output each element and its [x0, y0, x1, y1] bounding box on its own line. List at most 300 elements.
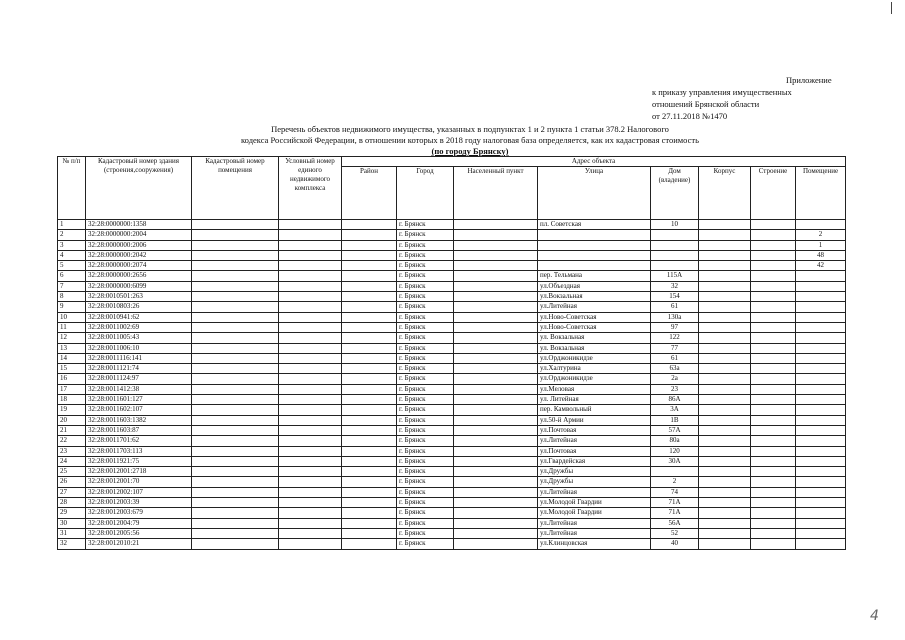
cell-structure [751, 425, 796, 435]
cell-district [342, 271, 397, 281]
cell-conditional [279, 425, 342, 435]
cell-premise-number [192, 467, 279, 477]
cell-conditional [279, 374, 342, 384]
cell-conditional [279, 302, 342, 312]
cell-num: 25 [58, 467, 86, 477]
cell-conditional [279, 230, 342, 240]
cell-settlement [454, 281, 538, 291]
cell-cadastral: 32:28:0012001:2718 [86, 467, 192, 477]
cell-house [651, 261, 699, 271]
cell-settlement [454, 446, 538, 456]
cell-room [796, 487, 846, 497]
cell-room [796, 322, 846, 332]
cell-cadastral: 32:28:0011116:141 [86, 353, 192, 363]
cell-settlement [454, 230, 538, 240]
cell-building [699, 405, 751, 415]
cell-building [699, 384, 751, 394]
cell-city: г. Брянск [397, 415, 454, 425]
table-row [58, 322, 846, 332]
cell-settlement [454, 364, 538, 374]
cell-room [796, 518, 846, 528]
cell-city: г. Брянск [397, 281, 454, 291]
cell-premise-number [192, 425, 279, 435]
cell-cadastral: 32:28:0012003:39 [86, 498, 192, 508]
cell-street: ул.Ново-Советская [538, 322, 651, 332]
cell-structure [751, 343, 796, 353]
cell-structure [751, 446, 796, 456]
cell-room [796, 302, 846, 312]
cell-num: 12 [58, 333, 86, 343]
cell-district [342, 312, 397, 322]
cell-street: ул.Литейная [538, 487, 651, 497]
cell-building [699, 271, 751, 281]
cell-house: 71А [651, 508, 699, 518]
cell-num: 30 [58, 518, 86, 528]
cell-settlement [454, 487, 538, 497]
cell-street: ул.Почтовая [538, 425, 651, 435]
table-row [58, 436, 846, 446]
cell-city: г. Брянск [397, 528, 454, 538]
cell-district [342, 292, 397, 302]
cell-district [342, 240, 397, 250]
cell-city: г. Брянск [397, 518, 454, 528]
cell-house: 30А [651, 456, 699, 466]
cell-city: г. Брянск [397, 374, 454, 384]
col-cadastral: Кадастровый номер здания (строения,сооружения) [86, 157, 192, 220]
cell-conditional [279, 220, 342, 230]
col-structure: Строение [751, 167, 796, 220]
cell-premise-number [192, 374, 279, 384]
cell-district [342, 508, 397, 518]
cell-house: 56А [651, 518, 699, 528]
cell-cadastral: 32:28:0012010:21 [86, 539, 192, 549]
cell-city: г. Брянск [397, 220, 454, 230]
cell-conditional [279, 456, 342, 466]
cell-district [342, 498, 397, 508]
col-premise-number: Кадастровый номер помещения [192, 157, 279, 220]
cell-structure [751, 518, 796, 528]
cell-settlement [454, 333, 538, 343]
cell-street: ул.Дружбы [538, 467, 651, 477]
cell-house: 2а [651, 374, 699, 384]
cell-street: ул. Вокзальная [538, 333, 651, 343]
table-row [58, 302, 846, 312]
cell-district [342, 281, 397, 291]
cell-num: 18 [58, 395, 86, 405]
cell-house [651, 467, 699, 477]
cell-settlement [454, 528, 538, 538]
cell-conditional [279, 343, 342, 353]
cell-cadastral: 32:28:0012002:107 [86, 487, 192, 497]
cell-num: 5 [58, 261, 86, 271]
table-row [58, 230, 846, 240]
cell-premise-number [192, 220, 279, 230]
cell-conditional [279, 312, 342, 322]
table-row [58, 261, 846, 271]
cell-num: 32 [58, 539, 86, 549]
cell-conditional [279, 446, 342, 456]
cell-city: г. Брянск [397, 446, 454, 456]
cell-street [538, 261, 651, 271]
cell-structure [751, 261, 796, 271]
cell-conditional [279, 539, 342, 549]
cell-premise-number [192, 353, 279, 363]
cell-district [342, 364, 397, 374]
cell-city: г. Брянск [397, 240, 454, 250]
cell-house: 77 [651, 343, 699, 353]
order-reference-line2: отношений Брянской области [652, 99, 760, 109]
cell-district [342, 425, 397, 435]
cell-house: 2 [651, 477, 699, 487]
cell-conditional [279, 405, 342, 415]
cell-building [699, 539, 751, 549]
table-row [58, 240, 846, 250]
cell-premise-number [192, 436, 279, 446]
cell-premise-number [192, 528, 279, 538]
cell-room [796, 312, 846, 322]
cell-num: 20 [58, 415, 86, 425]
cell-structure [751, 292, 796, 302]
cell-settlement [454, 353, 538, 363]
cell-structure [751, 395, 796, 405]
cell-structure [751, 528, 796, 538]
cell-city: г. Брянск [397, 467, 454, 477]
cell-room [796, 425, 846, 435]
cell-premise-number [192, 230, 279, 240]
cell-settlement [454, 415, 538, 425]
cell-structure [751, 353, 796, 363]
cell-house: 40 [651, 539, 699, 549]
cell-num: 6 [58, 271, 86, 281]
col-settlement: Населенный пункт [454, 167, 538, 220]
cell-street: ул.Гвардейская [538, 456, 651, 466]
cell-building [699, 456, 751, 466]
cell-room [796, 281, 846, 291]
table-row [58, 528, 846, 538]
cell-structure [751, 498, 796, 508]
cell-house: 71А [651, 498, 699, 508]
table-header [58, 157, 846, 220]
cell-structure [751, 477, 796, 487]
cell-house: 63а [651, 364, 699, 374]
property-table [57, 156, 846, 550]
cell-conditional [279, 508, 342, 518]
cell-premise-number [192, 312, 279, 322]
cell-cadastral: 32:28:0010501:263 [86, 292, 192, 302]
cell-house: 23 [651, 384, 699, 394]
cell-building [699, 261, 751, 271]
cell-cadastral: 32:28:0000000:2006 [86, 240, 192, 250]
cell-conditional [279, 364, 342, 374]
col-address-group: Адрес объекта [342, 157, 846, 167]
cell-num: 19 [58, 405, 86, 415]
cell-premise-number [192, 446, 279, 456]
cell-city: г. Брянск [397, 477, 454, 487]
cell-cadastral: 32:28:0012001:70 [86, 477, 192, 487]
table-row [58, 292, 846, 302]
cell-street: ул. Вокзальная [538, 343, 651, 353]
cell-premise-number [192, 240, 279, 250]
cell-premise-number [192, 539, 279, 549]
table-row [58, 250, 846, 260]
cell-district [342, 487, 397, 497]
cell-district [342, 436, 397, 446]
cell-cadastral: 32:28:0011603:1382 [86, 415, 192, 425]
cell-room [796, 343, 846, 353]
cell-cadastral: 32:28:0000000:2042 [86, 250, 192, 260]
cell-city: г. Брянск [397, 384, 454, 394]
cell-building [699, 281, 751, 291]
cell-num: 23 [58, 446, 86, 456]
cell-cadastral: 32:28:0000000:2656 [86, 271, 192, 281]
cell-district [342, 353, 397, 363]
cell-structure [751, 487, 796, 497]
cell-structure [751, 271, 796, 281]
cell-cadastral: 32:28:0011124:97 [86, 374, 192, 384]
cell-building [699, 250, 751, 260]
cell-structure [751, 220, 796, 230]
cell-structure [751, 322, 796, 332]
cell-building [699, 518, 751, 528]
cell-building [699, 333, 751, 343]
cell-building [699, 343, 751, 353]
cell-district [342, 446, 397, 456]
cell-premise-number [192, 250, 279, 260]
cell-cadastral: 32:28:0010803:26 [86, 302, 192, 312]
cell-building [699, 230, 751, 240]
cell-city: г. Брянск [397, 343, 454, 353]
cell-room [796, 436, 846, 446]
cell-city: г. Брянск [397, 395, 454, 405]
cell-city: г. Брянск [397, 261, 454, 271]
cell-structure [751, 250, 796, 260]
cell-building [699, 240, 751, 250]
cell-structure [751, 302, 796, 312]
cell-num: 4 [58, 250, 86, 260]
table-row [58, 477, 846, 487]
cell-house: 32 [651, 281, 699, 291]
cell-cadastral: 32:28:0011603:87 [86, 425, 192, 435]
cell-district [342, 230, 397, 240]
table-row [58, 446, 846, 456]
table-row [58, 271, 846, 281]
cell-house: 154 [651, 292, 699, 302]
cell-room: 48 [796, 250, 846, 260]
cell-cadastral: 32:28:0012004:79 [86, 518, 192, 528]
page-number-mark: 4 [870, 608, 879, 624]
cell-num: 10 [58, 312, 86, 322]
cell-cadastral: 32:28:0011921:75 [86, 456, 192, 466]
cell-room [796, 405, 846, 415]
table-row [58, 456, 846, 466]
cell-house: 74 [651, 487, 699, 497]
cell-structure [751, 508, 796, 518]
cell-room [796, 539, 846, 549]
cell-house: 61 [651, 353, 699, 363]
cell-settlement [454, 498, 538, 508]
cell-cadastral: 32:28:0011602:107 [86, 405, 192, 415]
cell-premise-number [192, 487, 279, 497]
cell-conditional [279, 384, 342, 394]
cell-num: 7 [58, 281, 86, 291]
cell-cadastral: 32:28:0011601:127 [86, 395, 192, 405]
cell-num: 22 [58, 436, 86, 446]
cell-house: 97 [651, 322, 699, 332]
cell-num: 29 [58, 508, 86, 518]
cell-num: 3 [58, 240, 86, 250]
cell-cadastral: 32:28:0011412:38 [86, 384, 192, 394]
cell-num: 15 [58, 364, 86, 374]
col-conditional-number: Условный номер единого недвижимого комплекса [279, 157, 342, 220]
cell-district [342, 456, 397, 466]
cell-settlement [454, 395, 538, 405]
cell-house: 115А [651, 271, 699, 281]
cell-num: 8 [58, 292, 86, 302]
cell-num: 28 [58, 498, 86, 508]
cell-settlement [454, 456, 538, 466]
cell-building [699, 528, 751, 538]
cell-room [796, 467, 846, 477]
cell-room [796, 395, 846, 405]
cell-cadastral: 32:28:0011701:62 [86, 436, 192, 446]
cell-premise-number [192, 395, 279, 405]
cell-conditional [279, 395, 342, 405]
cell-city: г. Брянск [397, 498, 454, 508]
cell-structure [751, 436, 796, 446]
cell-num: 17 [58, 384, 86, 394]
cell-conditional [279, 436, 342, 446]
cell-settlement [454, 343, 538, 353]
cell-structure [751, 364, 796, 374]
cell-building [699, 312, 751, 322]
cell-city: г. Брянск [397, 271, 454, 281]
cell-street: ул.Меловая [538, 384, 651, 394]
cell-premise-number [192, 477, 279, 487]
cell-conditional [279, 333, 342, 343]
cell-street: ул.Ново-Советская [538, 312, 651, 322]
cell-district [342, 415, 397, 425]
cell-district [342, 467, 397, 477]
cell-conditional [279, 322, 342, 332]
cell-premise-number [192, 302, 279, 312]
cell-conditional [279, 528, 342, 538]
cell-room [796, 384, 846, 394]
table-row [58, 508, 846, 518]
cell-building [699, 436, 751, 446]
cell-city: г. Брянск [397, 364, 454, 374]
cell-building [699, 353, 751, 363]
cell-street: ул.Орджоникидзе [538, 353, 651, 363]
cell-settlement [454, 425, 538, 435]
cell-room [796, 508, 846, 518]
cell-settlement [454, 322, 538, 332]
cell-building [699, 415, 751, 425]
cell-structure [751, 240, 796, 250]
cell-district [342, 528, 397, 538]
table-row [58, 343, 846, 353]
cell-num: 13 [58, 343, 86, 353]
cell-building [699, 498, 751, 508]
cell-city: г. Брянск [397, 302, 454, 312]
cell-house [651, 230, 699, 240]
document-title-line1: Перечень объектов недвижимого имущества, указанных в подпунктах 1 и 2 пункта 1 статьи 378.2 Налогового [271, 124, 669, 134]
cell-room [796, 446, 846, 456]
cell-street: пер. Камвольный [538, 405, 651, 415]
table-row [58, 415, 846, 425]
cell-cadastral: 32:28:0011005:43 [86, 333, 192, 343]
cell-district [342, 395, 397, 405]
cell-city: г. Брянск [397, 436, 454, 446]
cell-house [651, 250, 699, 260]
cell-num: 31 [58, 528, 86, 538]
cell-premise-number [192, 281, 279, 291]
col-room: Помещение [796, 167, 846, 220]
cell-house: 3А [651, 405, 699, 415]
table-row [58, 395, 846, 405]
table-row [58, 405, 846, 415]
cell-premise-number [192, 508, 279, 518]
cell-house: 80а [651, 436, 699, 446]
cell-building [699, 322, 751, 332]
cell-house: 1В [651, 415, 699, 425]
cell-city: г. Брянск [397, 353, 454, 363]
cell-settlement [454, 405, 538, 415]
document-subtitle: (по городу Брянску) [431, 146, 509, 156]
cell-room: 42 [796, 261, 846, 271]
cell-structure [751, 281, 796, 291]
cell-district [342, 384, 397, 394]
cell-room [796, 271, 846, 281]
cell-street: ул.Почтовая [538, 446, 651, 456]
table-row [58, 487, 846, 497]
cell-house: 57А [651, 425, 699, 435]
table-row [58, 425, 846, 435]
cell-street: ул.Объездная [538, 281, 651, 291]
col-district: Район [342, 167, 397, 220]
cell-settlement [454, 508, 538, 518]
cell-room: 2 [796, 230, 846, 240]
cell-street: ул.Клинцовская [538, 539, 651, 549]
cell-premise-number [192, 333, 279, 343]
cell-street: ул.50-й Армии [538, 415, 651, 425]
cell-structure [751, 230, 796, 240]
cell-room [796, 415, 846, 425]
cell-num: 9 [58, 302, 86, 312]
cell-house: 10 [651, 220, 699, 230]
cell-cadastral: 32:28:0011703:113 [86, 446, 192, 456]
cell-street: ул. Литейная [538, 395, 651, 405]
cell-premise-number [192, 343, 279, 353]
cell-cadastral: 32:28:0011002:69 [86, 322, 192, 332]
cell-room [796, 498, 846, 508]
cell-structure [751, 333, 796, 343]
cell-street [538, 250, 651, 260]
cell-structure [751, 539, 796, 549]
cell-city: г. Брянск [397, 405, 454, 415]
cell-street: ул.Орджоникидзе [538, 374, 651, 384]
cell-district [342, 374, 397, 384]
table-row [58, 220, 846, 230]
cell-structure [751, 467, 796, 477]
cell-premise-number [192, 456, 279, 466]
cell-building [699, 467, 751, 477]
document-title-line2: кодекса Российской Федерации, в отношении которых в 2018 году налоговая база определяется, как их кадастровая стоимость [240, 135, 699, 145]
table-row [58, 312, 846, 322]
cell-room [796, 374, 846, 384]
cell-street [538, 230, 651, 240]
cell-premise-number [192, 405, 279, 415]
cell-city: г. Брянск [397, 292, 454, 302]
